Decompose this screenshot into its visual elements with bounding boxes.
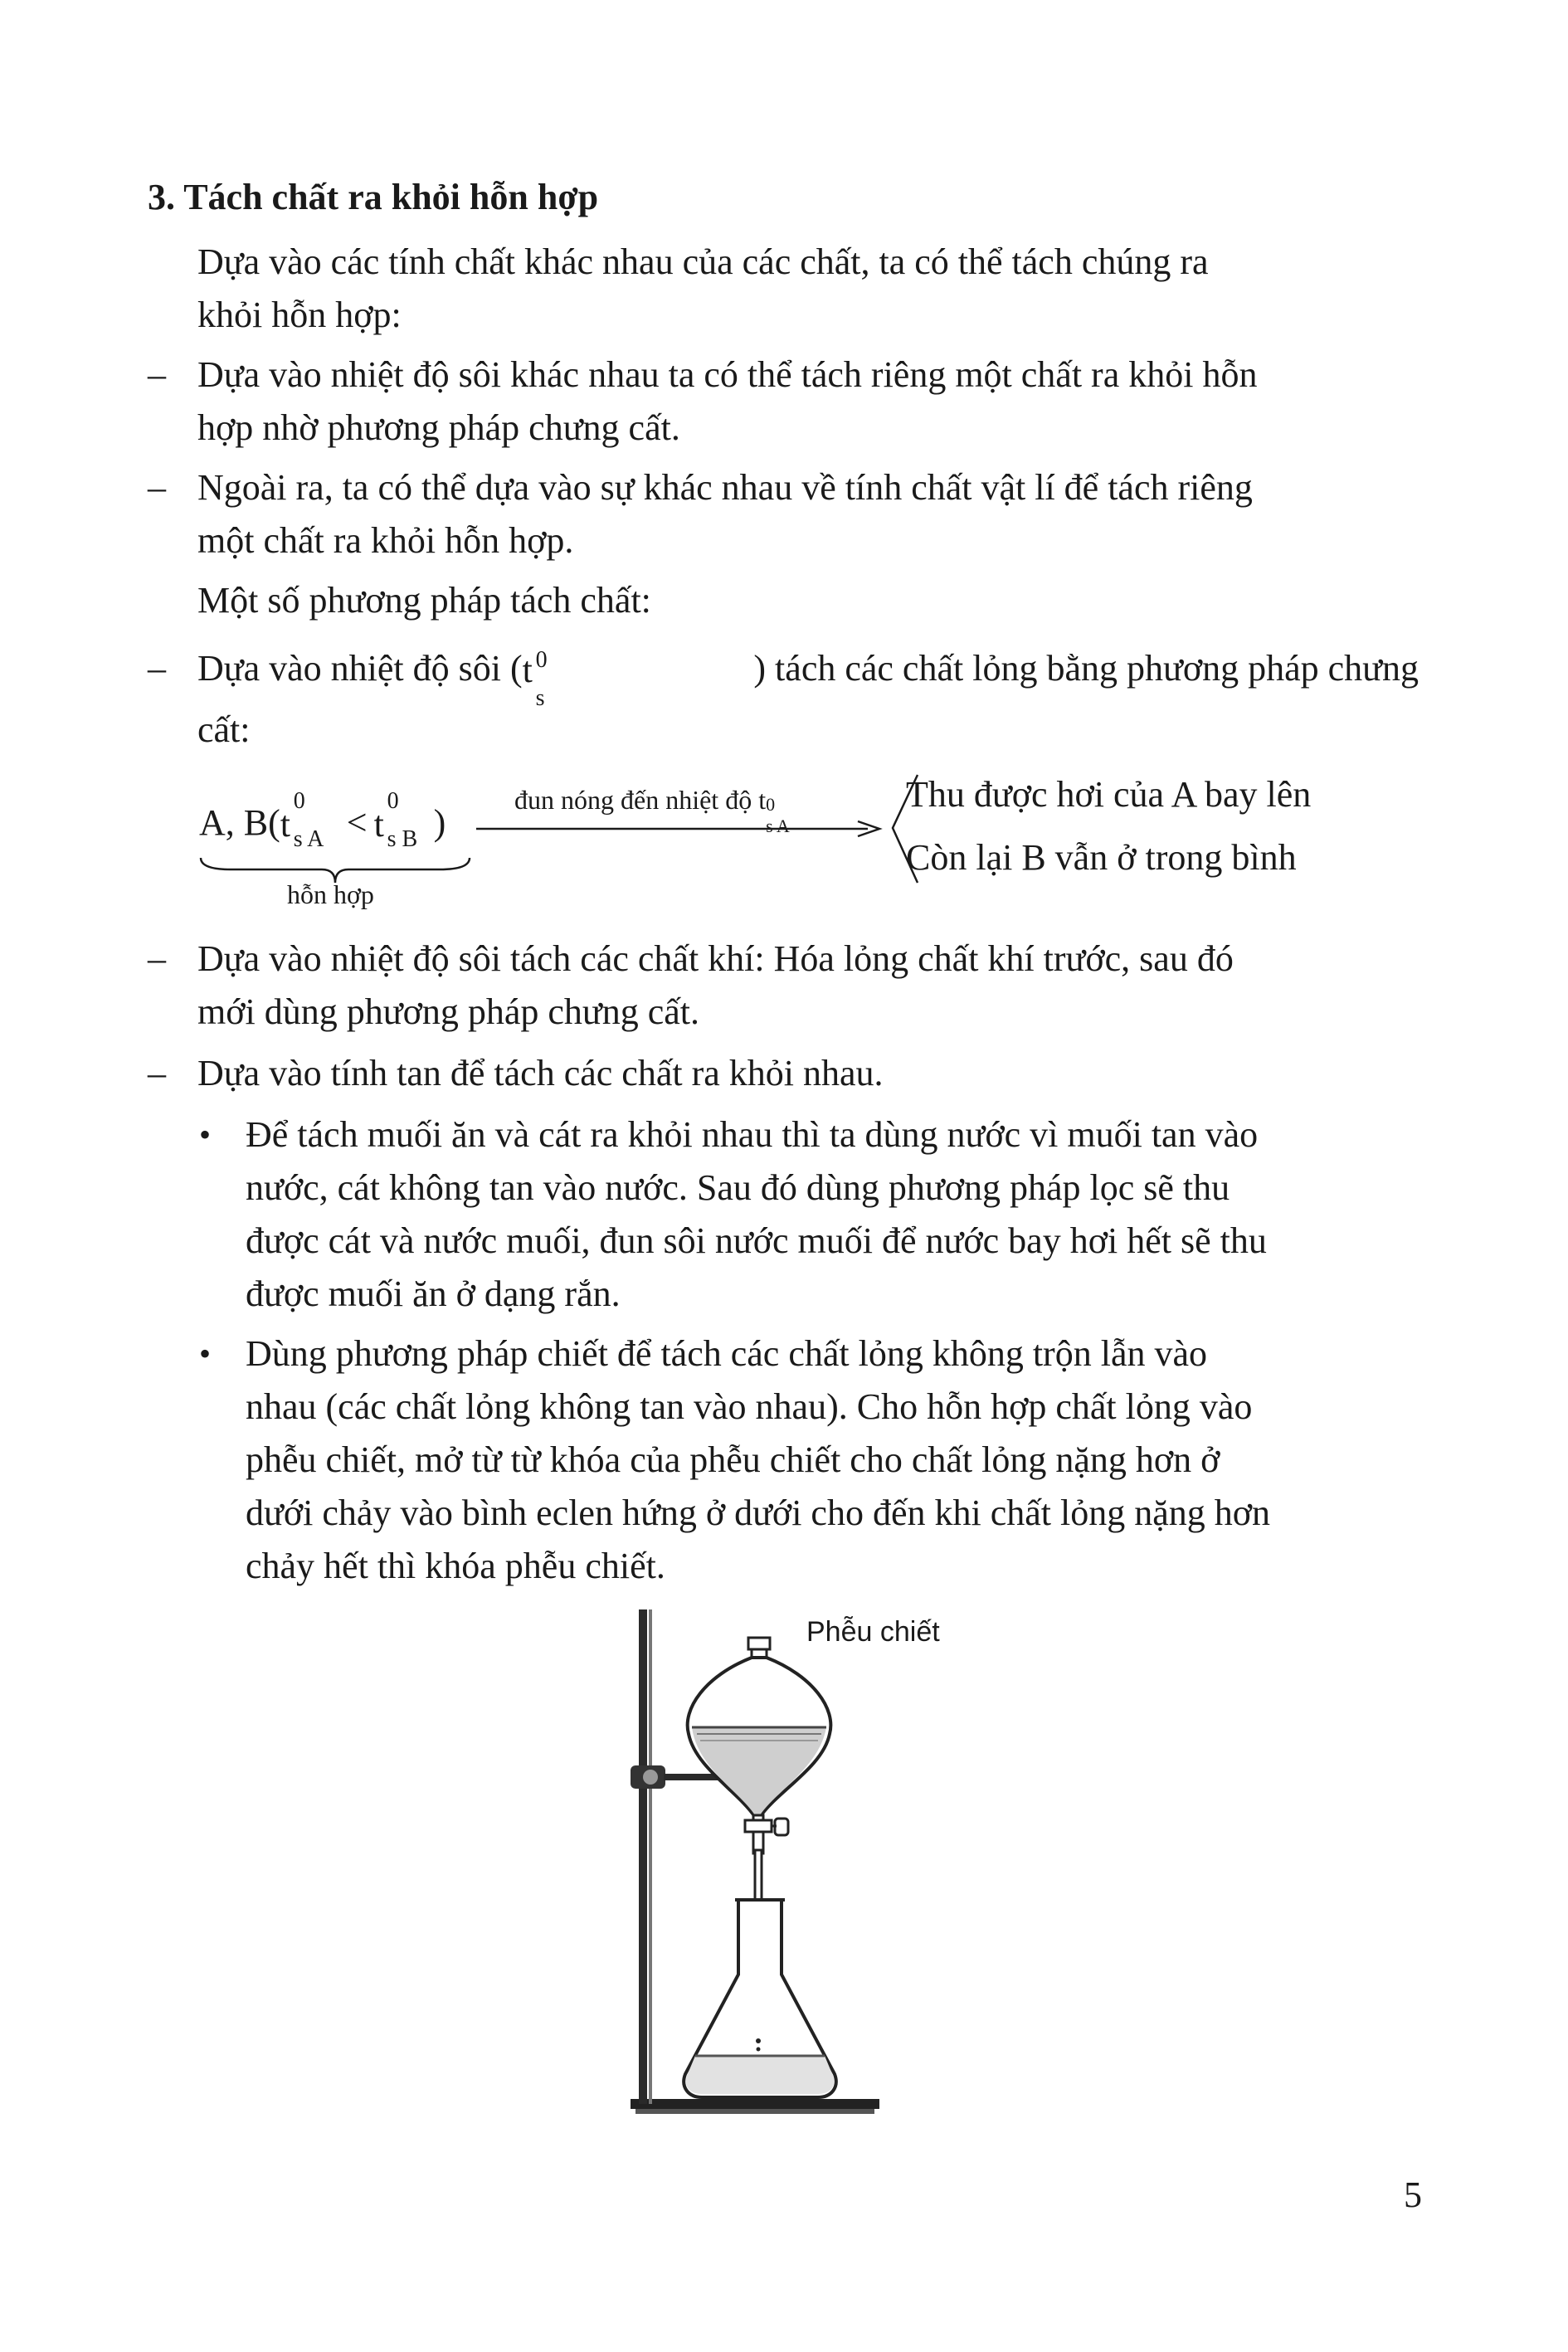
- intro-line-2: khỏi hỗn hợp:: [197, 295, 402, 335]
- salt-line-2: nước, cát không tan vào nước. Sau đó dùng phương pháp lọc sẽ thu: [246, 1167, 1230, 1208]
- dash-marker: –: [148, 467, 166, 508]
- bullet-marker: •: [199, 1116, 212, 1153]
- salt-line-1: Để tách muối ăn và cát ra khỏi nhau thì ta dùng nước vì muối tan vào: [246, 1114, 1259, 1155]
- liquid-line-1-start: [197, 642, 553, 711]
- dash-marker: –: [148, 938, 166, 979]
- extract-line-5: chảy hết thì khóa phễu chiết.: [246, 1546, 665, 1586]
- dash-marker: –: [148, 354, 166, 395]
- salt-line-4: được muối ăn ở dạng rắn.: [246, 1273, 621, 1314]
- extract-line-4: dưới chảy vào bình eclen hứng ở dưới cho đến khi chất lỏng nặng hơn: [246, 1493, 1271, 1533]
- heating-arrow: [475, 818, 884, 840]
- result-line-2: Còn lại B vẫn ở trong bình: [906, 837, 1297, 878]
- gas-line-1: Dựa vào nhiệt độ sôi tách các chất khí: Hóa lỏng chất khí trước, sau đó: [197, 938, 1234, 979]
- extract-line-2: nhau (các chất lỏng không tan vào nhau). Cho hỗn hợp chất lỏng vào: [246, 1386, 1253, 1427]
- bullet-marker: •: [199, 1335, 212, 1372]
- liquid-text-pre: Dựa vào nhiệt độ sôi (: [197, 648, 523, 689]
- extract-line-1: Dùng phương pháp chiết để tách các chất lỏng không trộn lẫn vào: [246, 1333, 1207, 1374]
- boiling-temp-symbol: t 0 s: [522, 647, 548, 711]
- funnel-illustration: [606, 1601, 971, 2132]
- salt-line-3: được cát và nước muối, đun sôi nước muối để nước bay hơi hết sẽ thu: [246, 1220, 1267, 1261]
- page-number: 5: [1404, 2174, 1422, 2215]
- mixture-label: hỗn hợp: [287, 879, 374, 909]
- funnel-label: Phễu chiết: [806, 1616, 940, 1648]
- gas-line-2: mới dùng phương pháp chưng cất.: [197, 991, 700, 1032]
- boiling-line-1: Dựa vào nhiệt độ sôi khác nhau ta có thể tách riêng một chất ra khỏi hỗn: [197, 354, 1258, 395]
- physical-line-1: Ngoài ra, ta có thể dựa vào sự khác nhau về tính chất vật lí để tách riêng: [197, 467, 1253, 508]
- separatory-funnel-figure: [606, 1601, 971, 2132]
- liquid-line-2: cất:: [197, 709, 251, 750]
- liquid-line-1-end: ) tách các chất lỏng bằng phương pháp chưng: [753, 648, 1419, 689]
- boiling-line-2: hợp nhờ phương pháp chưng cất.: [197, 407, 680, 448]
- formula-left: A, B( t 0 s A < t 0 s B ): [199, 788, 446, 852]
- result-line-1: Thu được hơi của A bay lên: [906, 774, 1312, 815]
- physical-line-2: một chất ra khỏi hỗn hợp.: [197, 520, 574, 561]
- solubility-line: Dựa vào tính tan để tách các chất ra khỏi nhau.: [197, 1053, 884, 1093]
- dash-marker: –: [148, 1053, 166, 1093]
- methods-title: Một số phương pháp tách chất:: [197, 580, 651, 621]
- extract-line-3: phễu chiết, mở từ từ khóa của phễu chiết cho chất lỏng nặng hơn ở: [246, 1439, 1220, 1480]
- section-heading: 3. Tách chất ra khỏi hỗn hợp: [148, 177, 599, 217]
- arrow-label: đun nóng đến nhiệt độ t 0 s A: [514, 785, 790, 836]
- intro-line-1: Dựa vào các tính chất khác nhau của các chất, ta có thể tách chúng ra: [197, 241, 1209, 282]
- dash-marker: –: [148, 648, 166, 689]
